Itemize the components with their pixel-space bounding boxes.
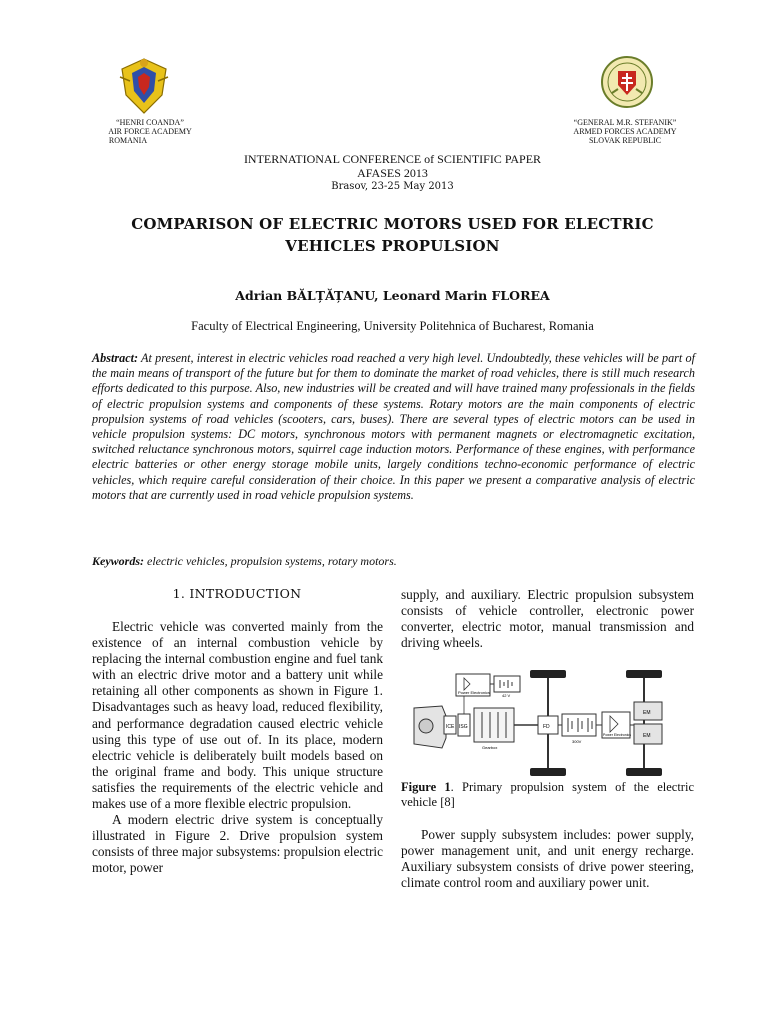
keywords: [92, 554, 695, 569]
intro-paragraph-2: A modern electric drive system is conceptually illustrated in Figure 2. Drive propulsion system consists of three major subsystems: propulsion electric motor, power: [92, 812, 383, 876]
figure-1-caption-text: . Primary propulsion system of the electric vehicle [8]: [401, 780, 694, 809]
left-column: [92, 619, 383, 877]
figure-1-diagram: [412, 668, 696, 778]
figure-1-label: Figure 1: [401, 780, 451, 794]
right-paragraph-1: supply, and auxiliary. Electric propulsion subsystem consists of vehicle controller, electronic power converter, electric motor, manual transmission and driving wheels.: [401, 587, 694, 651]
conference-name: INTERNATIONAL CONFERENCE of SCIENTIFIC PAPER: [243, 152, 542, 166]
right-column-top: [401, 587, 694, 651]
fig-label: Power Electronics: [458, 690, 491, 695]
abstract-text: At present, interest in electric vehicles road reached a very high level. Undoubtedly, these vehicles will be part of the main means of transport of the future but for them to dominate the market of road vehicles, there is still much research efforts dedicated to this purpose. Also, new industries will be created and will have trained many professionals in the fields of electric propulsion systems and components of these systems. Rotary motors are the main components of electric propulsion systems of road vehicles (scooters, cars, buses). There are several types of electric motors can be used in vehicle propulsion systems: DC motors, synchronous motors with permanent magnets or electromagnetic excitation, switched reluctance synchronous motors, squirrel cage induction motors. Performance of these engines, with performance electric batteries or other energy storage mobile units, largely conditions techno-economic performance of electric vehicles, which require careful consideration of their choice. In this paper we present a comparative analysis of electric motors that are currently used in road vehicle propulsion systems.: [92, 351, 695, 502]
fig-label: Power Electronics: [603, 733, 632, 737]
paper-title-line: VEHICLES PROPULSION: [285, 237, 500, 255]
right-institution-line: ARMED FORCES ACADEMY: [573, 127, 677, 136]
fig-label: 42 V: [502, 693, 511, 698]
intro-paragraph-1: Electric vehicle was converted mainly from the existence of an internal combustion vehicle by replacing the internal combustion engine and fuel tank with an electric drive motor and a battery unit while retaining all other components as shown in Figure 1. Disadvantages such as heavy load, reduced flexibility, and performance degradation caused electric vehicle using this type of use out of. In its place, modern electric vehicle is deliberately built models based on the original frame and body. This unique structure satisfies the requirements of the electric vehicle and makes use of a more flexible electric propulsion.: [92, 619, 383, 812]
paper-authors: Adrian BĂLȚĂȚANU, Leonard Marin FLOREA: [235, 288, 550, 303]
left-institution-line: ROMANIA: [108, 136, 148, 145]
section-heading: 1. INTRODUCTION: [172, 586, 302, 601]
fig-label: ICE: [446, 724, 455, 730]
fig-label: EM: [643, 733, 651, 739]
fig-label: Gearbox: [482, 745, 498, 750]
paper-title-line: COMPARISON OF ELECTRIC MOTORS USED FOR ELECTRIC: [131, 215, 654, 233]
right-institution: [565, 118, 685, 145]
fig-label: FD: [543, 724, 550, 730]
right-paragraph-2: Power supply subsystem includes: power supply, power management unit, and unit energy recharge. Auxiliary subsystem consists of drive power steering, climate control room and auxiliary power unit.: [401, 827, 694, 891]
right-column-bottom: [401, 827, 694, 891]
keywords-label: Keywords:: [92, 554, 144, 568]
left-institution: [100, 118, 200, 145]
abstract: [92, 351, 695, 503]
fig-label: 300V: [572, 739, 582, 744]
paper-title: [80, 213, 705, 257]
figure-1-caption: [401, 780, 694, 810]
abstract-label: Abstract:: [92, 351, 139, 365]
right-institution-line: “GENERAL M.R. STEFANIK”: [573, 118, 677, 127]
paper-affiliation: Faculty of Electrical Engineering, University Politehnica of Bucharest, Romania: [191, 319, 594, 333]
fig-label: EM: [643, 710, 651, 716]
left-institution-line: AIR FORCE ACADEMY: [108, 127, 192, 136]
keywords-text: electric vehicles, propulsion systems, rotary motors.: [147, 554, 397, 568]
right-institution-line: SLOVAK REPUBLIC: [588, 136, 662, 145]
fig-label: ISG: [459, 724, 468, 730]
air-force-academy-crest: [118, 55, 170, 117]
armed-forces-academy-crest: [600, 55, 654, 109]
conference-place-date: Brasov, 23-25 May 2013: [331, 181, 454, 192]
conference-edition: AFASES 2013: [357, 166, 428, 180]
left-institution-line: “HENRI COANDA”: [116, 118, 184, 127]
